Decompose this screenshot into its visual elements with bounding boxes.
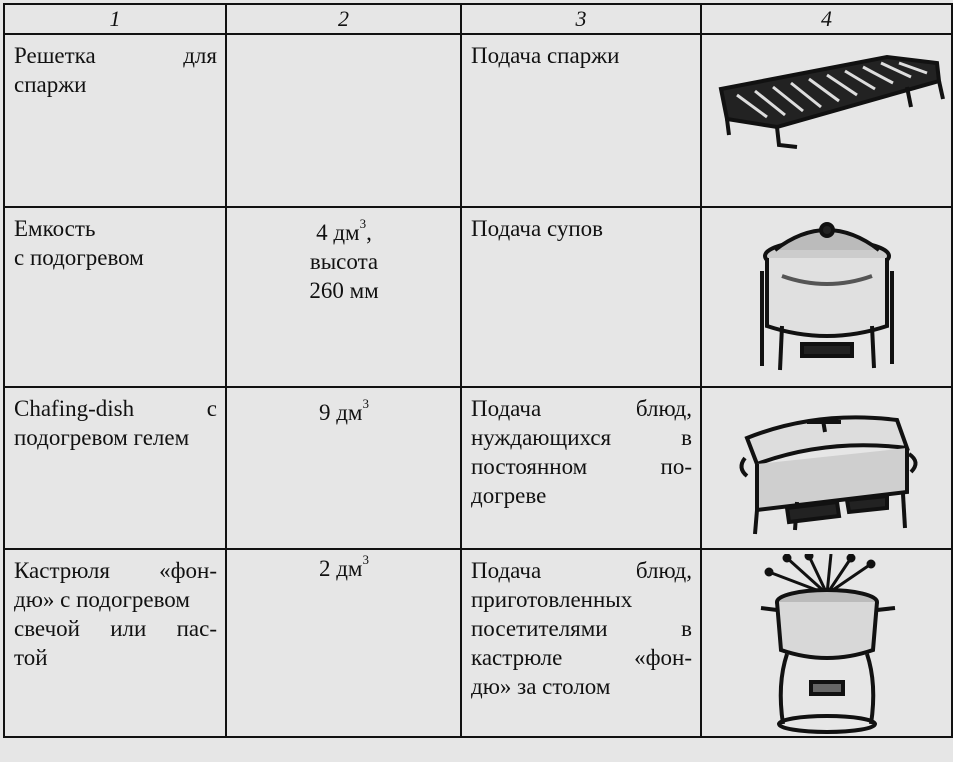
chafing-dish-icon	[727, 398, 927, 538]
table-row	[4, 387, 952, 549]
item-name-line: спаржи	[14, 72, 87, 97]
purpose-cell	[461, 34, 701, 207]
capacity-cell	[226, 387, 461, 549]
capacity-cell	[226, 34, 461, 207]
item-name-line: Решетка для	[14, 43, 217, 68]
capacity-line: 260 мм	[309, 278, 379, 303]
item-name-cell	[4, 387, 226, 549]
item-name-line: свечой или пас-	[14, 616, 217, 641]
capacity-line: 2 $дм^3$	[318, 552, 369, 581]
purpose-cell	[461, 207, 701, 387]
capacity-line: 4 $дм^3$,	[316, 216, 372, 245]
header-col-3: 3	[461, 4, 701, 34]
purpose-line: Подача блюд,	[471, 558, 692, 583]
item-name-line: Кастрюля «фон-	[14, 558, 217, 583]
capacity-cell	[226, 207, 461, 387]
table-header-row	[4, 4, 952, 34]
equipment-table	[3, 3, 953, 738]
item-name-line: той	[14, 645, 48, 670]
header-col-4: 4	[701, 4, 952, 34]
purpose-line: Подача спаржи	[471, 43, 620, 68]
capacity-line: высота	[309, 249, 379, 274]
purpose-cell	[461, 387, 701, 549]
image-cell	[701, 34, 952, 207]
header-col-1: 1	[4, 4, 226, 34]
table-row	[4, 207, 952, 387]
asparagus-grill-icon	[707, 35, 947, 155]
purpose-line: Подача блюд,	[471, 396, 692, 421]
purpose-line: посетителями в	[471, 616, 692, 641]
item-name-line: Chafing-dish с	[14, 396, 217, 421]
purpose-line: кастрюле «фон-	[471, 645, 692, 670]
item-name-cell	[4, 549, 226, 737]
capacity-cell	[226, 549, 461, 737]
fondue-pot-icon	[747, 554, 907, 734]
item-name-line: с подогревом	[14, 245, 144, 270]
header-col-2: 2	[226, 4, 461, 34]
table-row	[4, 549, 952, 737]
item-name-line: подогревом гелем	[14, 425, 190, 450]
soup-warmer-icon	[742, 216, 912, 376]
table-row	[4, 34, 952, 207]
purpose-line: постоянном по-	[471, 454, 692, 479]
purpose-line: нуждающихся в	[471, 425, 692, 450]
purpose-line: приготовленных	[471, 587, 633, 612]
item-name-line: Емкость	[14, 216, 96, 241]
purpose-line: Подача супов	[471, 216, 604, 241]
item-name-cell	[4, 207, 226, 387]
purpose-cell	[461, 549, 701, 737]
image-cell	[701, 387, 952, 549]
image-cell	[701, 207, 952, 387]
purpose-line: дю» за столом	[471, 674, 611, 699]
purpose-line: догреве	[471, 483, 547, 508]
capacity-line: 9 $дм^3$	[318, 396, 369, 425]
item-name-cell	[4, 34, 226, 207]
image-cell	[701, 549, 952, 737]
item-name-line: дю» с подогревом	[14, 587, 190, 612]
